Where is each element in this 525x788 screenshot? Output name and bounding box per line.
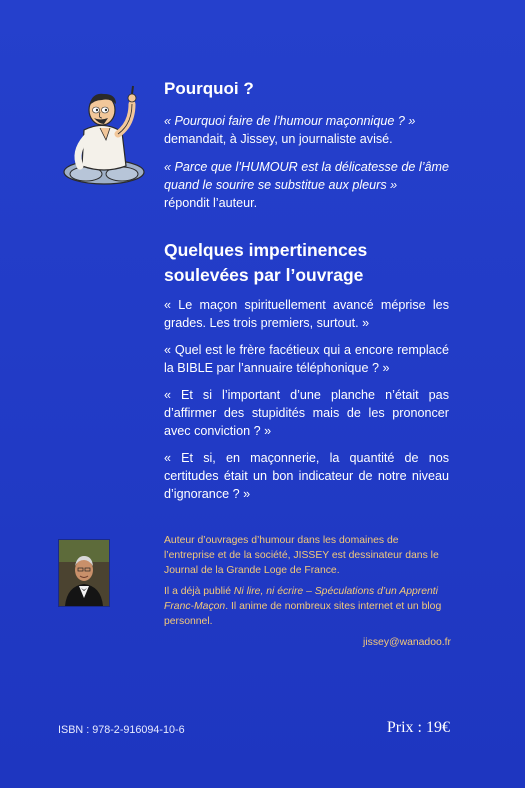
- price: Prix : 19€: [386, 719, 450, 736]
- section-pourquoi: [164, 78, 449, 222]
- question-attribution: demandait, à Jissey, un journaliste avisé.: [164, 132, 393, 146]
- section-title: [164, 238, 449, 288]
- author-bio: [164, 533, 451, 650]
- book-title: Ni lire, ni écrire – Spéculations d’un Apprenti Franc-Maçon: [164, 586, 438, 612]
- answer-quote: « Parce que l’HUMOUR est la délicatesse de l’âme quand le sourire se substitue aux pleurs »: [164, 160, 449, 192]
- section-title: Pourquoi ?: [164, 79, 254, 98]
- bio-text: Il a déjà publié: [164, 586, 234, 597]
- isbn: ISBN : 978-2-916094-10-6: [58, 724, 185, 736]
- title-line-2: soulevées par l’ouvrage: [164, 265, 364, 285]
- question-paragraph: [164, 112, 449, 148]
- title-line-1: Quelques impertinences: [164, 240, 368, 260]
- bio-paragraph-2: [164, 584, 451, 629]
- quote-2: « Quel est le frère facétieux qui a encore remplacé la BIBLE par l’annuaire téléphonique ? »: [164, 343, 449, 375]
- bio-text: . Il anime de nombreux sites internet et un blog personnel.: [164, 601, 442, 627]
- quote-4: « Et si, en maçonnerie, la quantité de nos certitudes était un bon indicateur de notre niveau d’ignorance ? »: [164, 451, 449, 501]
- answer-paragraph: [164, 158, 449, 212]
- quote-3: « Et si l’important d’une planche n’était pas d’affirmer des stupidités mais de les prononcer avec conviction ? »: [164, 388, 449, 438]
- quote-1: « Le maçon spirituellement avancé méprise les grades. Les trois premiers, surtout. »: [164, 298, 449, 330]
- author-photo: [58, 539, 110, 607]
- answer-attribution: répondit l’auteur.: [164, 196, 258, 210]
- bio-paragraph-1: Auteur d’ouvrages d’humour dans les domaines de l’entreprise et de la société, JISSEY est dessinateur dans le Journal de la Grande Loge de France.: [164, 535, 439, 576]
- meditating-man-illustration: [52, 80, 152, 190]
- author-email: jissey@wanadoo.fr: [363, 637, 451, 648]
- section-impertinences: [164, 238, 449, 512]
- question-quote: « Pourquoi faire de l’humour maçonnique ? »: [164, 114, 416, 128]
